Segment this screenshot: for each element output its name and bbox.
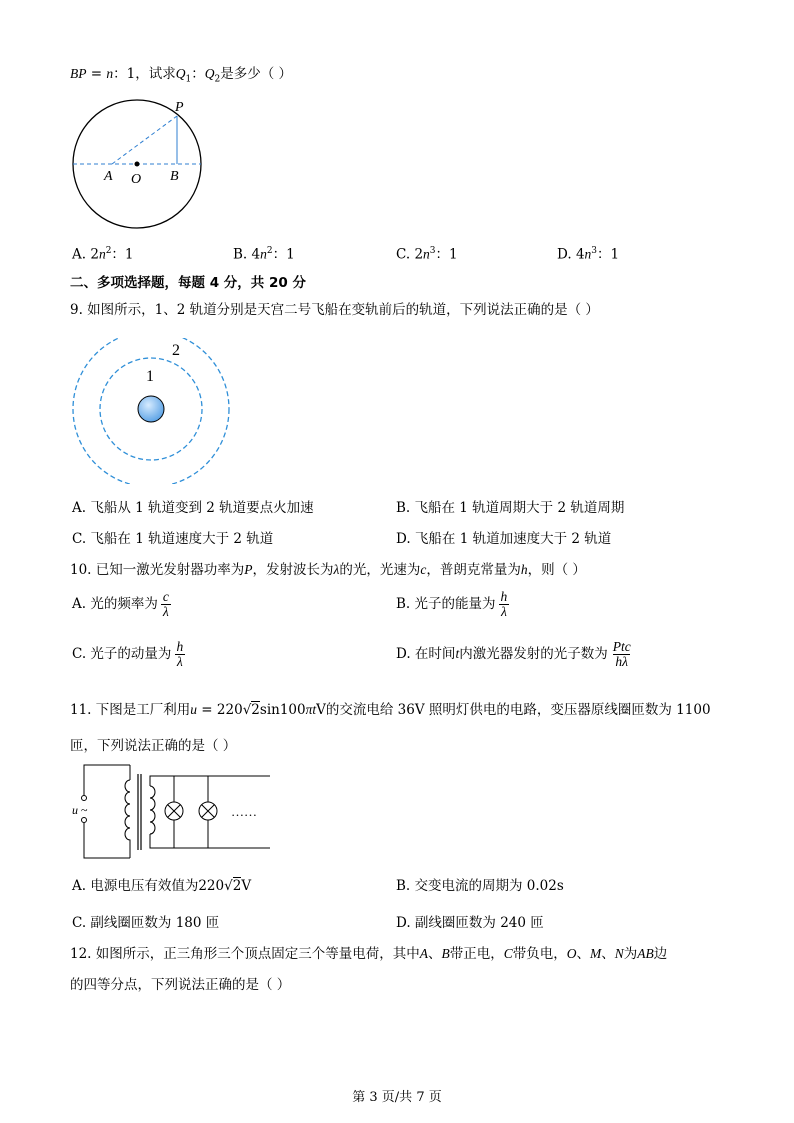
q11-option-c[interactable]: C. 副线圈匝数为 180 匝 (72, 915, 220, 931)
q10-a-fraction: $\frac{c}{\lambda}$ (162, 589, 169, 620)
q8-label-p: P (175, 100, 184, 115)
sqrt-sign: √ (224, 878, 233, 894)
q9-stem: 9. 如图所示，1、2 轨道分别是天宫二号飞船在变轨前后的轨道，下列说法正确的是（ ） (70, 302, 599, 318)
q9-option-c[interactable]: C. 飞船在 1 轨道速度大于 2 轨道 (72, 531, 274, 547)
q11-option-a[interactable]: A. 电源电压有效值为220√2V (72, 878, 252, 894)
q8-label-o: O (131, 172, 142, 187)
q10-option-d[interactable]: D. 在时间t内激光器发射的光子数为 $\frac{\text{Ptc}}{h\lambda}$ (396, 639, 631, 670)
q8-circle-figure (66, 96, 211, 234)
q9-option-a[interactable]: A. 飞船从 1 轨道变到 2 轨道要点火加速 (72, 500, 314, 516)
q11-option-b[interactable]: B. 交变电流的周期为 0.02s (396, 878, 564, 894)
q10-option-a[interactable]: A. 光的频率为 $\frac{c}{\lambda}$ (72, 589, 169, 620)
q12-stem-line1: 12. 如图所示，正三角形三个顶点固定三个等量电荷，其中A、B带正电，C带负电，O、M、N为AB边 (70, 946, 668, 962)
q8-stem: BP = n：1，试求$Q_1$：$Q_2$是多少（ ） (70, 66, 293, 85)
q8-option-a[interactable]: A. $2n^2$：1 (72, 246, 134, 263)
q8-label-a: A (104, 169, 113, 184)
q10-d-fraction: $\frac{\text{Ptc}}{h\lambda}$ (612, 639, 631, 670)
q9-earth (138, 396, 164, 422)
q11-primary-coil (125, 780, 130, 844)
sqrt-sign: √ (242, 702, 252, 718)
q10-c-fraction: $\frac{h}{\lambda}$ (176, 639, 184, 670)
q9-option-d[interactable]: D. 飞船在 1 轨道加速度大于 2 轨道 (396, 531, 612, 547)
q11-label-u: u (72, 803, 78, 817)
q9-orbit-figure (70, 338, 235, 484)
q10-stem: 10. 已知一激光发射器功率为P，发射波长为λ的光，光速为c，普朗克常量为h，则（ ） (70, 562, 586, 578)
q11-primary-wire-top (84, 765, 130, 792)
q11-secondary-coil (150, 786, 155, 834)
q11-secondary-wire-top (150, 776, 270, 786)
q11-secondary-wire-bottom (150, 834, 270, 848)
q10-option-c[interactable]: C. 光子的动量为 $\frac{h}{\lambda}$ (72, 639, 184, 670)
q8-center-dot (135, 162, 140, 167)
q8-option-d[interactable]: D. $4n^3$：1 (557, 246, 620, 263)
section2-title: 二、多项选择题，每题 4 分，共 20 分 (70, 275, 306, 291)
q11-terminal-bottom (82, 818, 87, 823)
q9-label-2: 2 (172, 342, 180, 359)
q11-transformer-figure (68, 762, 278, 864)
q10-b-fraction: $\frac{h}{\lambda}$ (500, 589, 508, 620)
q10-option-b[interactable]: B. 光子的能量为 $\frac{h}{\lambda}$ (396, 589, 508, 620)
q11-primary-wire-bottom (84, 824, 130, 858)
q8-option-c[interactable]: C. $2n^3$：1 (396, 246, 458, 263)
q8-label-b: B (170, 169, 179, 184)
q8-line-ap (112, 116, 177, 164)
q11-label-tilde: ~ (81, 803, 88, 817)
q11-terminal-top (82, 796, 87, 801)
q11-stem-line1: 11. 下图是工厂利用u = 220√2sin100πtV的交流电给 36V 照明灯供电的电路，变压器原线圈匝数为 1100 (70, 702, 711, 718)
q8-option-b[interactable]: B. $4n^2$：1 (233, 246, 295, 263)
q12-stem-line2: 的四等分点，下列说法正确的是（ ） (70, 977, 291, 993)
q11-label-dots: …… (231, 804, 257, 819)
q9-option-b[interactable]: B. 飞船在 1 轨道周期大于 2 轨道周期 (396, 500, 625, 516)
q11-stem-line2: 匝，下列说法正确的是（ ） (70, 738, 237, 754)
q11-option-d[interactable]: D. 副线圈匝数为 240 匝 (396, 915, 544, 931)
q9-label-1: 1 (146, 368, 154, 385)
page-footer: 第 3 页/共 7 页 (352, 1090, 442, 1105)
